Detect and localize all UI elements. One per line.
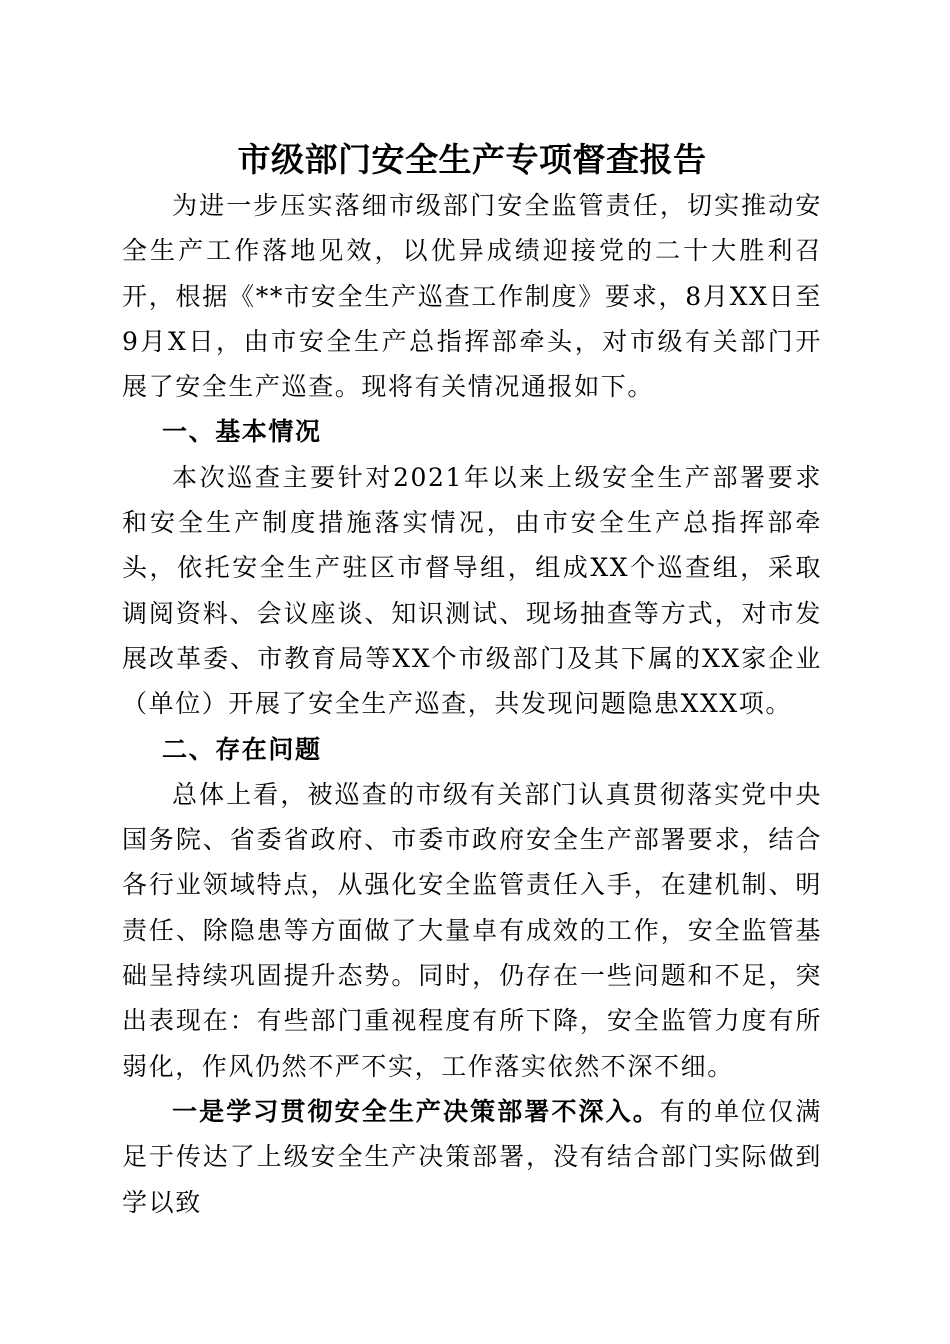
problem-point-1-lead: 一是学习贯彻安全生产决策部署不深入。 — [172, 1096, 660, 1126]
existing-problems-paragraph: 总体上看，被巡查的市级有关部门认真贯彻落实党中央国务院、省委省政府、市委市政府安全生产部署要求，结合各行业领域特点，从强化安全监管责任入手，在建机制、明责任、除隐患等方面做了大量卓有成效的工作，安全监管基础呈持续巩固提升态势。同时，仍存在一些问题和不足，突出表现在：有些部门重视程度有所下降，安全监管力度有所弱化，作风仍然不严不实，工作落实依然不深不细。 — [122, 779, 822, 1081]
problem-point-1-body: 有的单位仅满足于传达了上级安全生产决策部署，没有结合部门实际做到学以致 — [122, 1096, 822, 1217]
section-heading-existing-problems: 二、存在问题 — [162, 734, 322, 764]
problem-point-1-paragraph — [122, 1089, 822, 1225]
intro-paragraph: 为进一步压实落细市级部门安全监管责任，切实推动安全生产工作落地见效，以优异成绩迎接党的二十大胜利召开，根据《**市安全生产巡查工作制度》要求，8月XX日至9月X日，由市安全生产总指挥部牵头，对市级有关部门开展了安全生产巡查。现将有关情况通报如下。 — [122, 191, 822, 402]
basic-situation-paragraph: 本次巡查主要针对2021年以来上级安全生产部署要求和安全生产制度措施落实情况，由市安全生产总指挥部牵头，依托安全生产驻区市督导组，组成XX个巡查组，采取调阅资料、会议座谈、知识测试、现场抽查等方式，对市发展改革委、市教育局等XX个市级部门及其下属的XX家企业（单位）开展了安全生产巡查，共发现问题隐患XXX项。 — [122, 462, 822, 719]
section-heading-basic-situation: 一、基本情况 — [162, 417, 322, 447]
document-title: 市级部门安全生产专项督查报告 — [237, 140, 707, 179]
